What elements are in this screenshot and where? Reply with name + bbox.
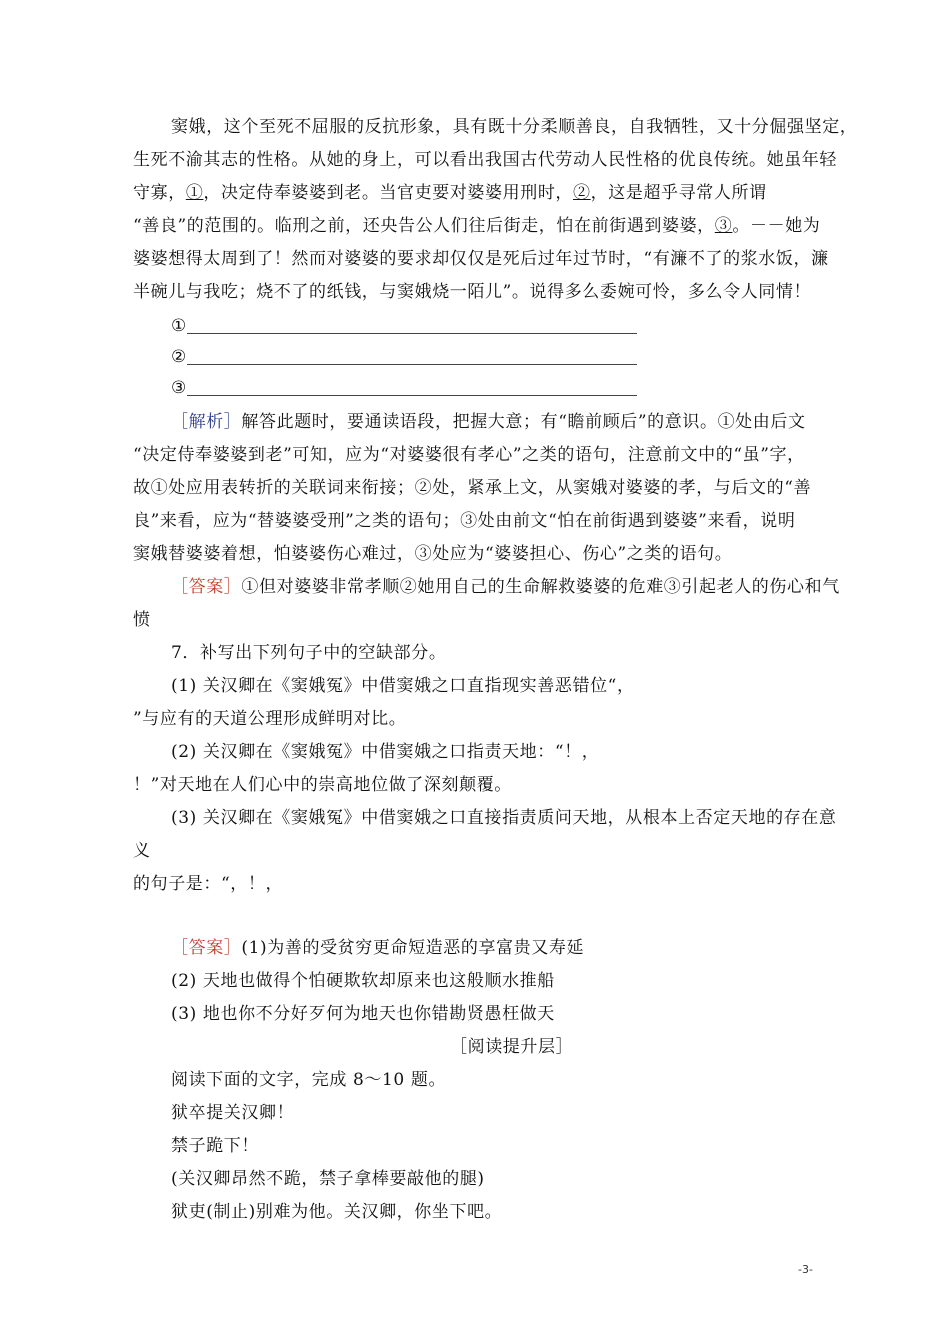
passage-line-4 [133, 215, 820, 237]
passage-text: ，决定侍奉婆婆到老。当官吏要对婆婆用刑时， [203, 183, 574, 203]
analysis-tag: ［解析］ [171, 412, 242, 432]
answer7-line-3: (3) 地也你不分好歹何为地天也你错勘贤愚枉做天 [171, 1004, 555, 1024]
passage-line-3 [133, 182, 767, 204]
question-7-title: 7．补写出下列句子中的空缺部分。 [171, 643, 447, 663]
passage-text: ，这是超乎寻常人所谓 [590, 183, 767, 203]
answer-blank-line-1[interactable] [187, 333, 637, 334]
question-7-line-5: (3) 关汉卿在《窦娥冤》中借窦娥之口直接指责质问天地，从根本上否定天地的存在意 [171, 808, 837, 828]
answer7-line-1 [171, 937, 584, 959]
blank-marker-3: ③ [714, 216, 733, 236]
analysis-text: 解答此题时，要通读语段，把握大意；有“瞻前顾后”的意识。①处由后文 [241, 412, 806, 432]
reading-line-4: (关汉卿昂然不跪，禁子拿棒要敲他的腿) [171, 1169, 485, 1189]
question-7-line-2: ”与应有的天道公理形成鲜明对比。 [133, 709, 407, 729]
answer-text: ①但对婆婆非常孝顺②她用自己的生命解救婆婆的危难③引起老人的伤心和气 [241, 577, 840, 597]
blank-label-3: ③ [171, 378, 187, 398]
question-7-line-1: (1) 关汉卿在《窦娥冤》中借窦娥之口直指现实善恶错位“， [171, 676, 635, 696]
answer-tag: ［答案］ [171, 577, 242, 597]
reading-line-2: 狱卒提关汉卿！ [171, 1103, 295, 1123]
question-7-line-3: (2) 关汉卿在《窦娥冤》中借窦娥之口指责天地：“！， [171, 742, 600, 762]
analysis-line-5: 窦娥替婆婆着想，怕婆婆伤心难过，③处应为“婆婆担心、伤心”之类的语句。 [133, 544, 733, 564]
passage-line-5: 婆婆想得太周到了！然而对婆婆的要求却仅仅是死后过年过节时，“有濂不了的浆水饭，濂 [133, 249, 829, 269]
passage-line-1: 窦娥，这个至死不屈服的反抗形象，具有既十分柔顺善良，自我牺牲，又十分倔强坚定， [171, 117, 858, 137]
answer-blank-line-2[interactable] [187, 364, 637, 365]
analysis-line-1 [171, 411, 806, 433]
passage-text: 守寡， [133, 183, 186, 203]
reading-line-5: 狱吏(制止)别难为他。关汉卿，你坐下吧。 [171, 1202, 503, 1222]
passage-line-2: 生死不渝其志的性格。从她的身上，可以看出我国古代劳动人民性格的优良传统。她虽年轻 [133, 150, 837, 170]
passage-text: 。－－她为 [732, 216, 821, 236]
question-7-line-6: 义 [133, 841, 151, 861]
blank-marker-1: ① [185, 183, 204, 203]
blank-label-2: ② [171, 347, 187, 367]
reading-line-3: 禁子跪下！ [171, 1136, 259, 1156]
passage-line-6: 半碗儿与我吃；烧不了的纸钱，与窦娥烧一陌儿”。说得多么委婉可怜，多么令人同情！ [133, 282, 812, 302]
analysis-line-2: “决定侍奉婆婆到老”可知，应为“对婆婆很有孝心”之类的语句，注意前文中的“虽”字， [133, 445, 805, 465]
answer6-line-1 [171, 576, 840, 598]
answer7-line-2: (2) 天地也做得个怕硬欺软却原来也这般顺水推船 [171, 971, 555, 991]
blank-marker-2: ② [573, 183, 591, 203]
analysis-line-4: 良”来看，应为“替婆婆受刑”之类的语句；③处由前文“怕在前街遇到婆婆”来看，说明 [133, 511, 796, 531]
page-number: -3- [798, 1263, 813, 1276]
question-7-line-7: 的句子是：“，！， [133, 874, 284, 894]
answer6-line-2: 愤 [133, 610, 151, 630]
answer-blank-line-3[interactable] [187, 395, 637, 396]
passage-text: “善良”的范围的。临刑之前，还央告公人们往后街走，怕在前街遇到婆婆， [133, 216, 715, 236]
answer-text: (1)为善的受贫穷更命短造恶的享富贵又寿延 [241, 938, 585, 958]
answer-tag: ［答案］ [171, 938, 242, 958]
section-heading: ［阅读提升层］ [450, 1037, 574, 1057]
reading-line-1: 阅读下面的文字，完成 8～10 题。 [171, 1070, 447, 1090]
blank-label-1: ① [171, 316, 187, 336]
question-7-line-4: ！”对天地在人们心中的崇高地位做了深刻颠覆。 [133, 775, 512, 795]
analysis-line-3: 故①处应用表转折的关联词来衔接；②处，紧承上文，从窦娥对婆婆的孝，与后文的“善 [133, 478, 812, 498]
